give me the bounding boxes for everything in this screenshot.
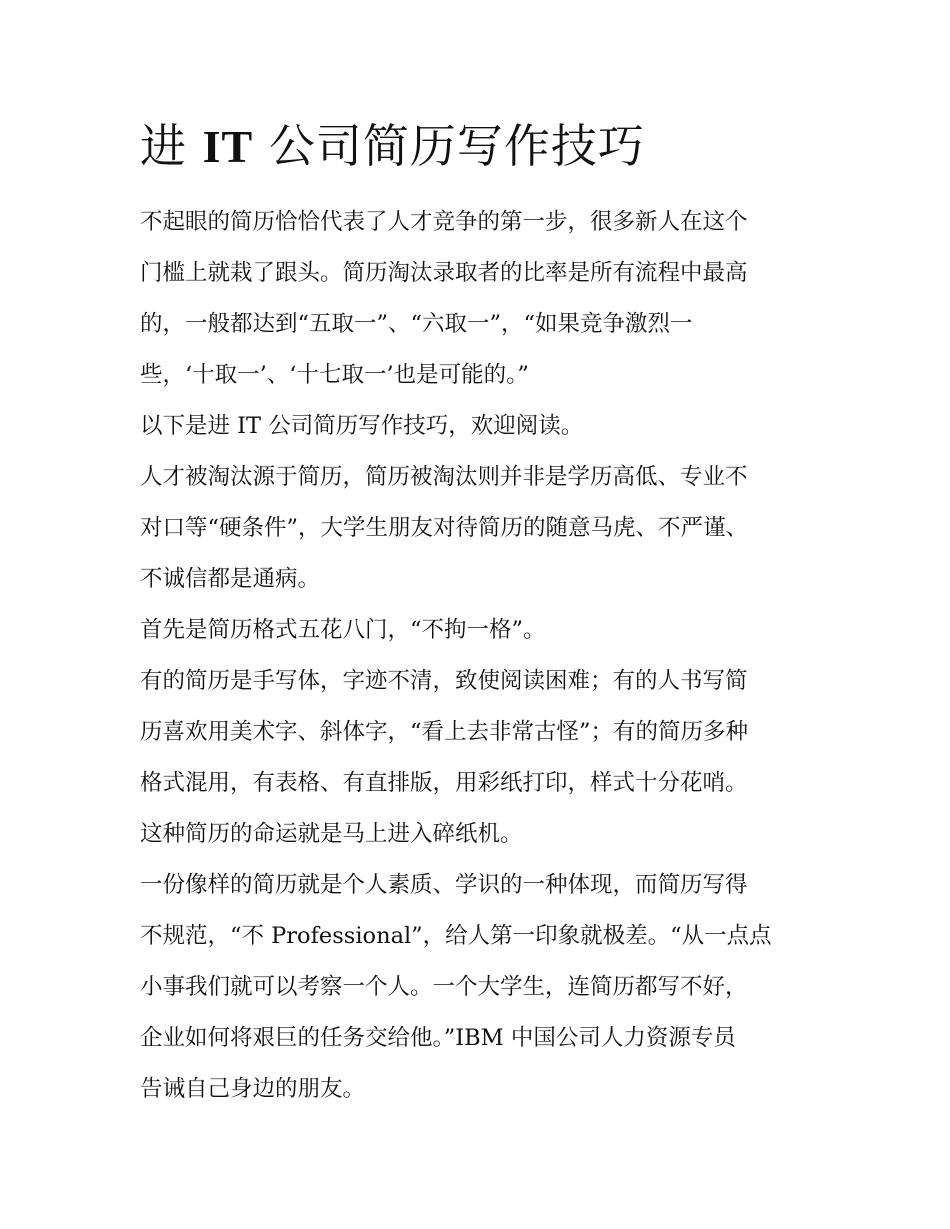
text-line: 一份像样的简历就是个人素质、学识的一种体现，而简历写得	[140, 872, 748, 898]
document-title	[140, 114, 645, 179]
text-line: 首先是简历格式五花八门，“不拘一格”。	[140, 617, 546, 643]
text-line: 些，‘十取一’、‘十七取一’也是可能的。”	[140, 362, 529, 388]
text-line: 小事我们就可以考察一个人。一个大学生，连简历都写不好，	[140, 974, 748, 1000]
text-line: 历喜欢用美术字、斜体字，“看上去非常古怪”；有的简历多种	[140, 719, 749, 745]
text-line: 不起眼的简历恰恰代表了人才竞争的第一步，很多新人在这个	[140, 209, 748, 235]
text-line: 对口等“硬条件”，大学生朋友对待简历的随意马虎、不严谨、	[140, 515, 749, 541]
text-line: 人才被淘汰源于简历，简历被淘汰则并非是学历高低、专业不	[140, 464, 748, 490]
title-suffix: 公司简历写作技巧	[268, 119, 645, 173]
text-line: 这种简历的命运就是马上进入碎纸机。	[140, 821, 523, 847]
text-line: 的，一般都达到“五取一”、“六取一”，“如果竞争激烈一	[140, 311, 693, 337]
text-line: 不诚信都是通病。	[140, 566, 321, 592]
document-body	[140, 197, 820, 1115]
text-line: 有的简历是手写体，字迹不清，致使阅读困难；有的人书写简	[140, 668, 748, 694]
title-latin: IT	[202, 121, 254, 172]
text-line: 门槛上就栽了跟头。简历淘汰录取者的比率是所有流程中最高	[140, 260, 748, 286]
text-line: 不规范，“不 Professional”，给人第一印象就极差。“从一点点	[140, 923, 772, 949]
text-line: 企业如何将艰巨的任务交给他。”IBM 中国公司人力资源专员	[140, 1025, 736, 1051]
text-line: 格式混用，有表格、有直排版，用彩纸打印，样式十分花哨。	[140, 770, 748, 796]
title-prefix: 进	[140, 119, 187, 173]
text-line: 告诫自己身边的朋友。	[140, 1076, 366, 1102]
text-line: 以下是进 IT 公司简历写作技巧，欢迎阅读。	[140, 413, 584, 439]
